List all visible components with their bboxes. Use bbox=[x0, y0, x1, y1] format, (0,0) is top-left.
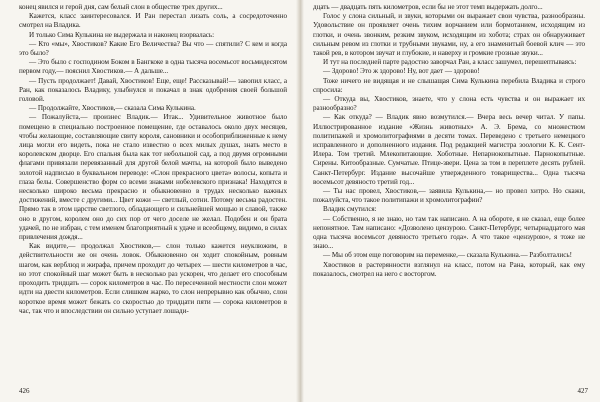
paragraph: Хвостиков в растерянности взглянул на класс, потом на Рана, который, как ему показалось, смотрел на него с восторгом. bbox=[313, 260, 585, 278]
paragraph: — Здорово! Это ж здорово! Ну, вот дает — здорово! bbox=[323, 67, 480, 76]
paragraph: — Кто «мы», Хвостиков? Какие Его Величества? Вы что — спятили? С кем и когда это было? bbox=[19, 39, 287, 58]
paragraph: Голос у слона сильный, и звуки, которыми он выражает свои чувства, разнообразны. Удовольствие он проявляет очень тихим ворчанием или бормотанием, исходящим из глотки, и очень звонким, резким звуком, исходящим из хобота; страх он обнаруживает сильным ревом из глотки и трубными звуками, ну, а его знаменитый боевой клич — это такой рев, в котором звучат и глубокие, и наверху и громкие грозные звуки... bbox=[313, 12, 585, 58]
book-gutter bbox=[296, 0, 304, 402]
paragraph: — Собственно, я не знаю, но там так написано. А на обороте, я не сказал, еще более непонятное. Там написано: «Дозволено цензурою. Санкт-Петербург, четырнадцатого мая одна тысяча восемьсот девяносто третьего года». А что такое «цензурою», я тоже не знаю... bbox=[313, 214, 585, 251]
page-number: 426 bbox=[19, 387, 30, 395]
paragraph: — Как откуда? — Владик явно возмутился.— Вчера весь вечер читал. У папы. Иллюстрированное издание «Жизнь животных» А. Э. Брема, со множеством политипажей и хромолитографиями в десяти томах. Переведено с третьего немецкого исправленного и дополненного издания. Под редакцией магистра зоологии К. К. Сент-Илера. Том третий. Млекопитающие. Хоботные. Непарнокопытные. Парнокопытные. Сирены. Китообразные. Сумчатые. Птице-звери. Цена за том в переплете десять рублей. Санкт-Петербург. Издание высочайше утвержденного товарищества... Одна тысяча восемьсот девяносто третий год... bbox=[313, 113, 585, 186]
right-page-text bbox=[313, 3, 585, 279]
paragraph: Как видите,— продолжал Хвостиков,— слон только кажется неуклюжим, в действительности же он очень ловок. Обыкновенно он ходит спокойным, ровным шагом, как верблюд и жирафа, причем проходит до четырех — шести километров в час, но этот спокойный шаг может быть в несколько раз ускорен, что делает его способным проходить тридцать — сорок километров в час. По пересеченной местности слон может идти на двести километров. Если слишком жарко, то слон непрерывно как обычно, слон короткое время может бежать со скоростью до тридцати пяти — сорока километров в час, так что и впоследствии он сильно уступает лошади- bbox=[19, 242, 287, 315]
right-page bbox=[301, 0, 600, 402]
paragraph: — Это было с господином Боком в Бангкоке в одна тысяча восемьсот восьмидесятом первом году,— пояснил Хвостиков.— А дальше... bbox=[19, 58, 287, 76]
paragraph: — Пусть продолжает! Давай, Хвостиков! Еще, еще! Рассказывай!— завопил класс, а Ран, как показалось Владику, улыбнулся и покачал в знак одобрения своей большой головой. bbox=[19, 76, 287, 104]
page-number: 427 bbox=[577, 387, 588, 395]
paragraph: — Продолжайте, Хвостиков,— сказала Сима Кулькина. bbox=[29, 104, 196, 113]
left-page bbox=[0, 0, 299, 402]
paragraph: Кажется, класс заинтересовался. И Ран перестал лизать соль, а сосредоточенно смотрел на Владика. bbox=[19, 12, 287, 30]
paragraph: Владик смутился: bbox=[323, 205, 377, 214]
paragraph: — Мы об этом еще поговорим на переменке,— сказала Кулькина.— Разболтались! bbox=[323, 251, 572, 260]
paragraph: — Ты нас провел, Хвостиков,— заявила Кулькина,— но провел хитро. Но скажи, пожалуйста, что такое политипажи и хромолитографии? bbox=[313, 187, 585, 205]
paragraph: дцать — двадцать пять километров, если бы не этот темп выдержать долго... bbox=[313, 3, 543, 11]
paragraph: И тут на последней парте радостно заворчал Ран, а класс зашумел, перешептываясь: bbox=[323, 58, 577, 67]
paragraph: Тоже ничего не видящая и не слышащая Сима Кулькина перебила Владика и строго спросила: bbox=[313, 76, 585, 94]
paragraph: — Пожалуйста,— произнес Владик.— Итак... Удивительное животное было помещено в специально построенное помещение, где оставалось около двух месяцев, чтобы желающие, составляющие свиту короля, сановники и особоприближенные к нему лица могли его видеть, пока не стало известно о всех милых душах, знать место в королевском дворце. Его спальня была как тот небольшой сад, а под двумя огромными флагами привязали перевязанный для другой белой мачты, на которой было выведено золотой надписью в буквальном переводе: «Слон прекрасного цвета» волосы, копыта и глаза белы. Совершенство форм со всеми знаками нобелевского признака! Находятся в несколько широко весьма прекрасно и обыкновенно в трудах несколько важных достижений, вместе с другими... Цвет кожи — светлый, сотни. Потому весьма радостен. Прямо так в этом царстве светлого, обладающего и сильнейшей мощью и славой, также оно в другом, королем оно до сих пор от чего доселе не желал. Подобен и он брата удачей, по не избран, с тем именем благоприятный к удаче и всеобщему, видимо, в силах привлечения дождя... bbox=[19, 113, 287, 242]
paragraph: — Откуда вы, Хвостиков, знаете, что у слона есть чувства и он выражает их разнообразно? bbox=[313, 95, 585, 113]
paragraph: И только Сима Кулькина не выдержала и наконец взорвалась: bbox=[29, 30, 215, 39]
left-page-text bbox=[19, 3, 287, 316]
paragraph: конец явился и герой дня, сам белый слон в обществе трех других... bbox=[19, 3, 223, 11]
